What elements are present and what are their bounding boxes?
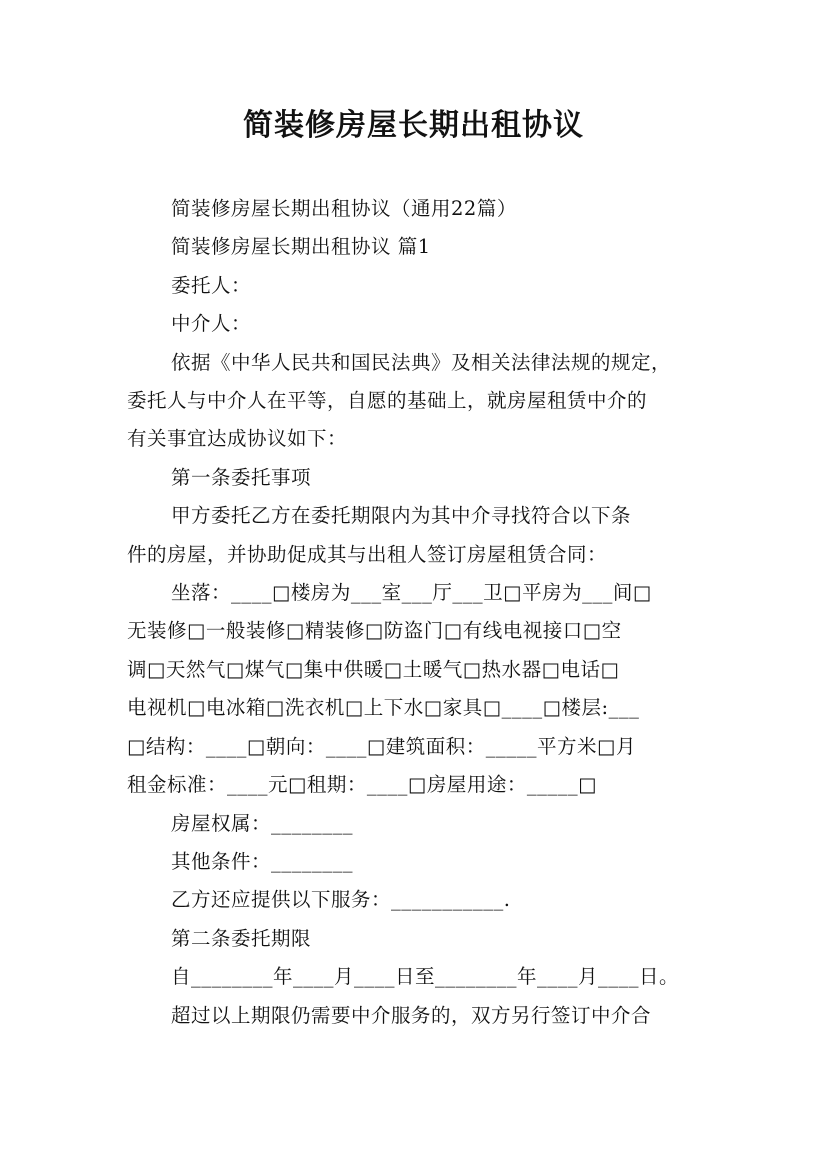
paragraph-line: 甲方委托乙方在委托期限内为其中介寻找符合以下条 xyxy=(171,504,632,528)
paragraph-line: 超过以上期限仍需要中介服务的，双方另行签订中介合 xyxy=(171,1003,652,1027)
paragraph-line: 中介人： xyxy=(171,312,252,336)
paragraph-line: 简装修房屋长期出租协议 篇1 xyxy=(171,235,431,259)
paragraph-line: 依据《中华人民共和国民法典》及相关法律法规的规定， xyxy=(171,350,672,374)
paragraph-line: 调□天然气□煤气□集中供暖□土暖气□热水器□电话□ xyxy=(127,657,620,681)
paragraph-line: 乙方还应提供以下服务：___________. xyxy=(171,888,511,912)
paragraph-line: 件的房屋，并协助促成其与出租人签订房屋租赁合同： xyxy=(127,542,608,566)
paragraph-line: 租金标准：____元□租期：____□房屋用途：_____□ xyxy=(127,773,598,797)
document-title: 简装修房屋长期出租协议 xyxy=(243,108,584,143)
paragraph-line: 自________年____月____日至________年____月____日。 xyxy=(171,965,680,989)
paragraph-line: □结构：____□朝向：____□建筑面积：_____平方米□月 xyxy=(127,734,636,758)
paragraph-line: 委托人： xyxy=(171,273,252,297)
paragraph-line: 电视机□电冰箱□洗衣机□上下水□家具□____□楼层:___ xyxy=(127,696,640,720)
paragraph-line: 委托人与中介人在平等，自愿的基础上，就房屋租赁中介的 xyxy=(127,389,648,413)
section-heading: 第一条委托事项 xyxy=(171,465,312,489)
document-body xyxy=(127,190,704,1035)
paragraph-line: 有关事宜达成协议如下： xyxy=(127,427,348,451)
paragraph-line: 房屋权属：________ xyxy=(171,811,354,835)
section-heading: 第二条委托期限 xyxy=(171,926,312,950)
paragraph-line: 其他条件：________ xyxy=(171,849,354,873)
paragraph-line: 简装修房屋长期出租协议（通用22篇） xyxy=(171,197,517,220)
paragraph-line: 坐落：____□楼房为___室___厅___卫□平房为___间□ xyxy=(171,581,652,605)
paragraph-line: 无装修□一般装修□精装修□防盗门□有线电视接口□空 xyxy=(127,619,622,643)
